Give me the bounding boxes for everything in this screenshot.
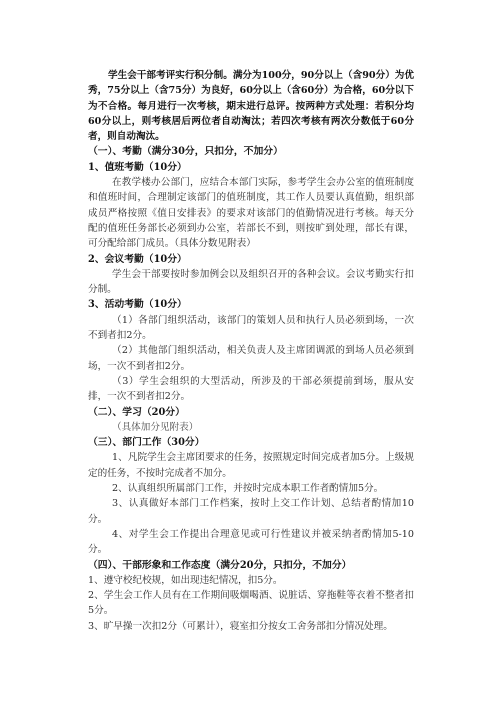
- section-2-note: （具体加分见附表）: [112, 421, 199, 433]
- section-1-1-heading: 1、值班考勤（10分）: [88, 161, 187, 173]
- section-3-item: 3、认真做好本部门工作档案，按时上交工作计划、总结者酌情加10分。: [88, 498, 414, 525]
- section-1-3-item: （3）学生会组织的大型活动，所涉及的干部必须提前到场，服从安排，一次不到者扣2分。: [88, 375, 414, 403]
- section-4-heading: （四）、干部形象和工作态度（满分20分，只扣分，不加分）: [88, 559, 352, 571]
- section-3-item: 1、凡院学生会主席团要求的任务，按照规定时间完成者加5分。上级规定的任务，不按时完成者不加分。: [88, 452, 414, 479]
- section-2-heading: （二）、学习（20分）: [88, 406, 185, 418]
- section-3-item: 4、对学生会工作提出合理意见或可行性建议并被采纳者酌情加5-10分。: [88, 528, 414, 556]
- section-4-item: 2、学生会工作人员有在工作期间吸烟喝酒、说脏话、穿拖鞋等衣着不整者扣5分。: [88, 590, 414, 617]
- section-4-item: 3、旷早操一次扣2分（可累计），寝室扣分按女工舍务部扣分情况处理。: [88, 620, 393, 632]
- section-1-3-item: （1）各部门组织活动，该部门的策划人员和执行人员必须到场，一次不到者扣2分。: [88, 314, 414, 342]
- section-1-3-item: （2）其他部门组织活动，相关负责人及主席团调派的到场人员必须到场，一次不到者扣2分。: [88, 345, 414, 372]
- document-page: [88, 68, 414, 634]
- section-3-item: 2、认真组织所属部门工作，并按时完成本职工作者酌情加5分。: [112, 483, 384, 495]
- intro-paragraph: 学生会干部考评实行积分制。满分为100分，90分以上（含90分）为优秀，75分以上（含75分）为良好，60分以上（含60分）为合格，60分以下为不合格。每月进行一次考核，期末进行总评。按两种方式处理：若积分均60分以上，则考核居后两位者自动淘汰；若四次考核有两次分数低于60分者，则自动淘汰。: [88, 70, 414, 143]
- section-1-heading: （一）、考勤（满分30分，只扣分，不加分）: [88, 146, 283, 158]
- section-1-3-heading: 3、活动考勤（10分）: [88, 299, 187, 311]
- section-1-2-body: 学生会干部要按时参加例会以及组织召开的各种会议。会议考勤实行扣分制。: [88, 268, 414, 296]
- section-3-heading: （三）、部门工作（30分）: [88, 437, 205, 449]
- section-1-1-body: 在教学楼办公部门，应结合本部门实际，参考学生会办公室的值班制度和值班时间，合理制定该部门的值班制度，其工作人员要认真值勤，组织部成员严格按照《值日安排表》的要求对该部门的值勤情况进行考核。每天分配的值班任务部长必须到办公室，若部长不到，则按旷到处理，部长有课，可分配给部门成员。（具体分数见附表）: [88, 177, 414, 250]
- section-1-2-heading: 2、会议考勤（10分）: [88, 253, 187, 265]
- section-4-item: 1、遵守校纪校规，如出现违纪情况，扣5分。: [88, 574, 283, 586]
